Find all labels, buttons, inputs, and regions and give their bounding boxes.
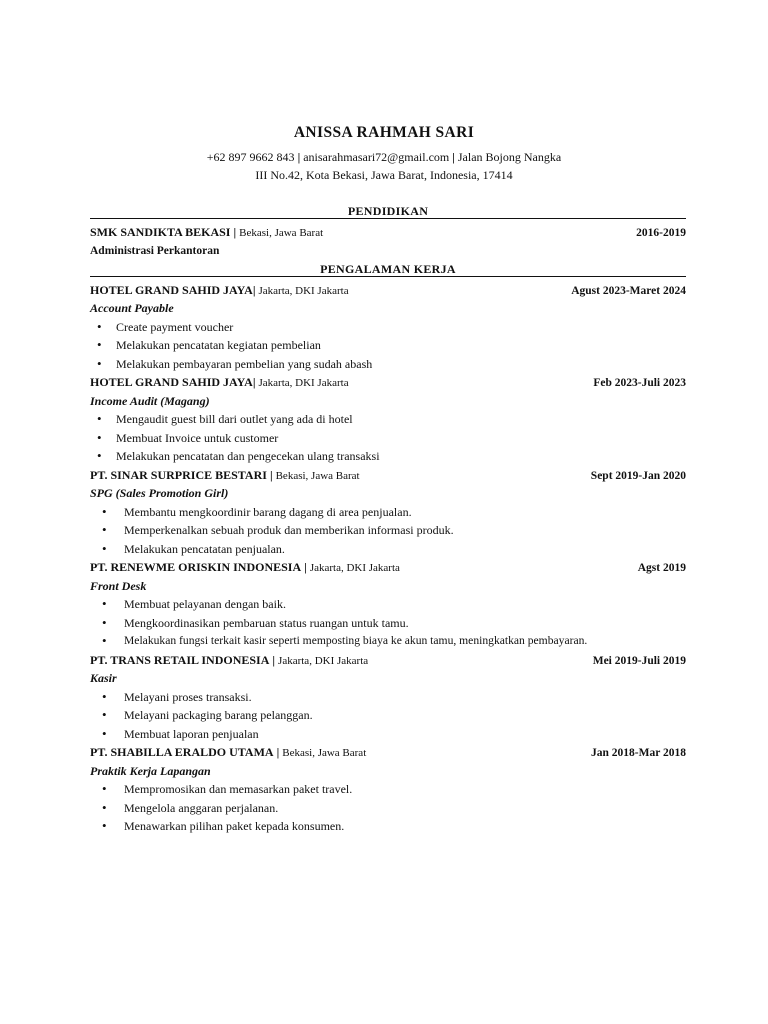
duty-item: • Mempromosikan dan memasarkan paket travel.	[90, 780, 686, 799]
job-role: Praktik Kerja Lapangan	[90, 763, 211, 778]
job-entry: HOTEL GRAND SAHID JAYA| Jakarta, DKI Jakarta Agust 2023-Maret 2024 Account Payable • Create payment voucher • Melakukan pencatatan kegiatan pembelian • Melakukan pembayaran pembelian yang sudah abash	[90, 281, 686, 374]
school-major: Administrasi Perkantoran	[90, 244, 220, 257]
duty-item: • Mengkoordinasikan pembaruan status ruangan untuk tamu.	[90, 614, 686, 633]
job-role: Kasir	[90, 671, 117, 685]
duty-item: • Melakukan pencatatan dan pengecekan ulang transaksi	[90, 447, 686, 466]
duty-item: • Melayani packaging barang pelanggan.	[90, 706, 686, 725]
duty-item: • Melakukan pencatatan kegiatan pembelian	[90, 336, 686, 355]
address-line1: Jalan Bojong Nangka	[457, 150, 562, 164]
job-duties	[90, 595, 686, 651]
job-entry: PT. TRANS RETAIL INDONESIA | Jakarta, DKI Jakarta Mei 2019-Juli 2019 Kasir • Melayani proses transaksi. • Melayani packaging barang pelanggan. • Membuat laporan penjualan	[90, 651, 686, 744]
job-entry: HOTEL GRAND SAHID JAYA| Jakarta, DKI Jakarta Feb 2023-Juli 2023 Income Audit (Magang) • Mengaudit guest bill dari outlet yang ada di hotel • Membuat Invoice untuk customer • Melakukan pencatatan dan pengecekan ulang transaksi	[90, 373, 686, 466]
duty-item: • Create payment voucher	[90, 318, 686, 337]
duty-item: • Melakukan fungsi terkait kasir seperti memposting biaya ke akun tamu, meningkatkan pembayaran.	[90, 632, 686, 651]
job-role: Income Audit (Magang)	[90, 393, 210, 408]
job-dates: Agust 2023-Maret 2024	[571, 284, 686, 297]
duty-item: • Membuat Invoice untuk customer	[90, 429, 686, 448]
job-duties	[90, 688, 686, 744]
job-company: PT. SHABILLA ERALDO UTAMA	[90, 745, 274, 759]
education-row: SMK SANDIKTA BEKASI | Bekasi, Jawa Barat 2016-2019	[90, 223, 686, 242]
duty-text: Mengaudit guest bill dari outlet yang ada di hotel	[116, 412, 353, 426]
job-entry: PT. SINAR SURPRICE BESTARI | Bekasi, Jawa Barat Sept 2019-Jan 2020 SPG (Sales Promotion Girl) • Membantu mengkoordinir barang dagang di area penjualan. • Memperkenalkan sebuah produk dan memberikan informasi produk. • Melakukan pencatatan penjualan.	[90, 466, 686, 559]
job-location: Bekasi, Jawa Barat	[282, 747, 367, 759]
contact-info	[0, 148, 768, 184]
duty-item: • Melakukan pencatatan penjualan.	[90, 540, 686, 559]
duty-item: • Memperkenalkan sebuah produk dan memberikan informasi produk.	[90, 521, 686, 540]
job-dates: Agst 2019	[637, 562, 686, 574]
school-dates: 2016-2019	[636, 227, 686, 239]
job-duties	[90, 780, 686, 836]
duty-item: • Menawarkan pilihan paket kepada konsumen.	[90, 817, 686, 836]
job-role: Front Desk	[90, 578, 147, 593]
address-line2: III No.42, Kota Bekasi, Jawa Barat, Indonesia, 17414	[255, 168, 513, 182]
job-location: Bekasi, Jawa Barat	[275, 469, 360, 482]
separator: |	[297, 150, 301, 164]
duty-item: • Melakukan pembayaran pembelian yang sudah abash	[90, 355, 686, 374]
school-location: Bekasi, Jawa Barat	[239, 227, 324, 239]
resume-header	[0, 124, 768, 184]
job-company: HOTEL GRAND SAHID JAYA	[90, 282, 253, 297]
resume-body	[90, 202, 686, 836]
duty-item: • Membantu mengkoordinir barang dagang di area penjualan.	[90, 503, 686, 522]
separator: |	[452, 150, 455, 164]
job-dates: Sept 2019-Jan 2020	[590, 469, 686, 482]
job-company: PT. TRANS RETAIL INDONESIA	[90, 652, 270, 667]
job-entry: PT. SHABILLA ERALDO UTAMA | Bekasi, Jawa Barat Jan 2018-Mar 2018 Praktik Kerja Lapangan • Mempromosikan dan memasarkan paket travel. • Mengelola anggaran perjalanan. • Menawarkan pilihan paket kepada konsumen.	[90, 743, 686, 836]
job-role: Account Payable	[90, 301, 174, 315]
job-role: SPG (Sales Promotion Girl)	[90, 486, 229, 500]
email-address: anisarahmasari72@gmail.com	[303, 150, 450, 164]
job-company: PT. SINAR SURPRICE BESTARI	[90, 467, 267, 482]
job-location: Jakarta, DKI Jakarta	[278, 654, 369, 667]
job-duties	[90, 318, 686, 374]
job-duties	[90, 503, 686, 559]
job-dates: Mei 2019-Juli 2019	[592, 654, 686, 667]
experience-heading: PENGALAMAN KERJA	[90, 262, 686, 277]
duty-item: • Mengelola anggaran perjalanan.	[90, 799, 686, 818]
duty-item: • Membuat pelayanan dengan baik.	[90, 595, 686, 614]
job-dates: Jan 2018-Mar 2018	[591, 747, 686, 759]
duty-item: • Membuat laporan penjualan	[90, 725, 686, 744]
education-heading: PENDIDIKAN	[90, 204, 686, 219]
job-company: PT. RENEWME ORISKIN INDONESIA	[90, 560, 302, 574]
school-name: SMK SANDIKTA BEKASI	[90, 225, 231, 239]
job-entry: PT. RENEWME ORISKIN INDONESIA | Jakarta, DKI Jakarta Agst 2019 Front Desk • Membuat pelayanan dengan baik. • Mengkoordinasikan pembaruan status ruangan untuk tamu. • Melakukan fungsi terkait kasir seperti memposting biaya ke akun tamu, meningkatkan pembayaran.	[90, 558, 686, 651]
phone-number: +62 897 9662 843	[206, 150, 295, 164]
job-company: HOTEL GRAND SAHID JAYA	[90, 375, 253, 389]
job-location: Jakarta, DKI Jakarta	[258, 377, 349, 389]
job-location: Jakarta, DKI Jakarta	[258, 284, 349, 297]
candidate-name: ANISSA RAHMAH SARI	[293, 124, 475, 141]
duty-item: • Melayani proses transaksi.	[90, 688, 686, 707]
job-duties	[90, 410, 686, 466]
job-location: Jakarta, DKI Jakarta	[309, 562, 400, 574]
duty-item	[90, 410, 686, 429]
job-dates: Feb 2023-Juli 2023	[593, 377, 686, 389]
